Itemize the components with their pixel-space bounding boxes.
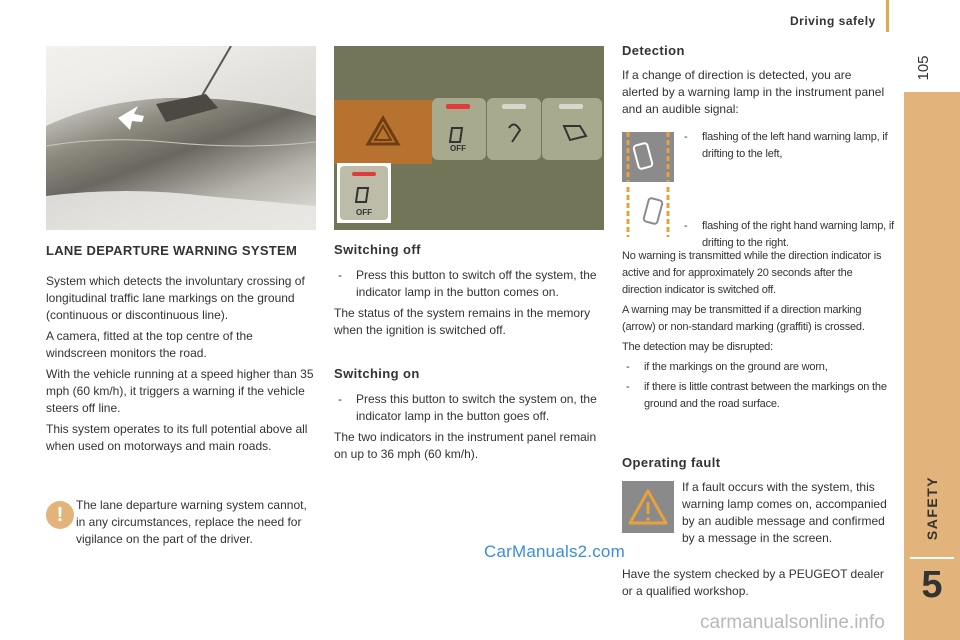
page-number: 105 bbox=[915, 55, 932, 81]
section-title-operating-fault: Operating fault bbox=[622, 455, 721, 470]
inset-off-label: OFF bbox=[356, 208, 372, 217]
paragraph: If a change of direction is detected, you are alerted by a warning lamp in the instrument panel and an audible signal: bbox=[622, 68, 885, 116]
paragraph: A camera, fitted at the top centre of the windscreen monitors the road. bbox=[46, 329, 253, 360]
inset-indicator-lamp bbox=[352, 172, 376, 176]
column-1 bbox=[46, 243, 316, 455]
column-2 bbox=[334, 242, 604, 463]
list-item: - if the markings on the ground are worn, bbox=[626, 361, 828, 373]
button-off-label: OFF bbox=[450, 144, 466, 153]
paragraph: With the vehicle running at a speed higher than 35 mph (60 km/h), it triggers a warning if the vehicle steers off line. bbox=[46, 367, 314, 415]
dashboard-illustration bbox=[334, 46, 604, 230]
right-lane-drift-icon bbox=[622, 187, 674, 237]
warning-exclamation-icon: ! bbox=[46, 501, 74, 529]
section-title-switching-off: Switching off bbox=[334, 242, 421, 257]
note: The detection may be disrupted: bbox=[622, 341, 773, 353]
windscreen-illustration bbox=[46, 46, 316, 230]
chapter-title-text: SAFETY bbox=[924, 475, 940, 541]
right-lane-warning-lamp bbox=[622, 187, 674, 237]
paragraph: System which detects the involuntary crossing of longitudinal traffic lane markings on the ground (continuous or discontinuous line). bbox=[46, 274, 305, 322]
section-title-lane-departure: LANE DEPARTURE WARNING SYSTEM bbox=[46, 243, 298, 258]
fault-closing: Have the system checked by a PEUGEOT dealer or a qualified workshop. bbox=[622, 567, 884, 598]
list-item: - if there is little contrast between the markings on the ground and the road surface. bbox=[626, 381, 887, 410]
dashboard-buttons-photo bbox=[334, 46, 604, 230]
detection-notes bbox=[622, 248, 894, 413]
list-item: - Press this button to switch the system on, the indicator lamp in the button goes off. bbox=[338, 392, 597, 423]
section-title-detection: Detection bbox=[622, 43, 685, 58]
paragraph: This system operates to its full potential above all when used on motorways and main roads. bbox=[46, 422, 308, 453]
hazard-button-panel bbox=[334, 100, 432, 164]
indicator-lamp-on bbox=[446, 104, 470, 109]
note: No warning is transmitted while the direction indicator is active and for approximately 20 seconds after the direction indicator is switched off. bbox=[622, 250, 882, 296]
note: A warning may be transmitted if a direction marking (arrow) or non-standard marking (graffiti) is crossed. bbox=[622, 304, 865, 333]
chapter-divider bbox=[910, 557, 954, 559]
list-item: - flashing of the left hand warning lamp, if drifting to the left, bbox=[684, 131, 888, 160]
arrow-icon bbox=[118, 106, 144, 130]
paragraph: The two indicators in the instrument panel remain on up to 36 mph (60 km/h). bbox=[334, 430, 597, 461]
warning-note: The lane departure warning system cannot, in any circumstances, replace the need for vigilance on the part of the driver. bbox=[76, 498, 307, 546]
footer-watermark: carmanualsonline.info bbox=[700, 612, 885, 633]
chapter-number: 5 bbox=[921, 564, 943, 606]
header-accent-bar bbox=[886, 0, 889, 32]
fault-description: If a fault occurs with the system, this warning lamp comes on, accompanied by an audible message and confirmed by a message in the screen. bbox=[682, 480, 887, 545]
windscreen-camera-photo bbox=[46, 46, 316, 230]
left-lane-warning-lamp bbox=[622, 132, 674, 182]
chapter-title bbox=[904, 470, 960, 550]
fault-warning-lamp bbox=[622, 481, 674, 533]
paragraph: The status of the system remains in the memory when the ignition is switched off. bbox=[334, 306, 591, 337]
watermark: CarManuals2.com bbox=[484, 542, 625, 561]
list-item: - flashing of the right hand warning lamp, if drifting to the right. bbox=[684, 220, 894, 249]
running-header: Driving safely bbox=[790, 14, 876, 28]
list-item: - Press this button to switch off the system, the indicator lamp in the button comes on. bbox=[338, 268, 597, 299]
section-title-switching-on: Switching on bbox=[334, 366, 420, 381]
left-lane-drift-icon bbox=[622, 132, 674, 182]
fault-warning-triangle-icon bbox=[622, 481, 674, 533]
